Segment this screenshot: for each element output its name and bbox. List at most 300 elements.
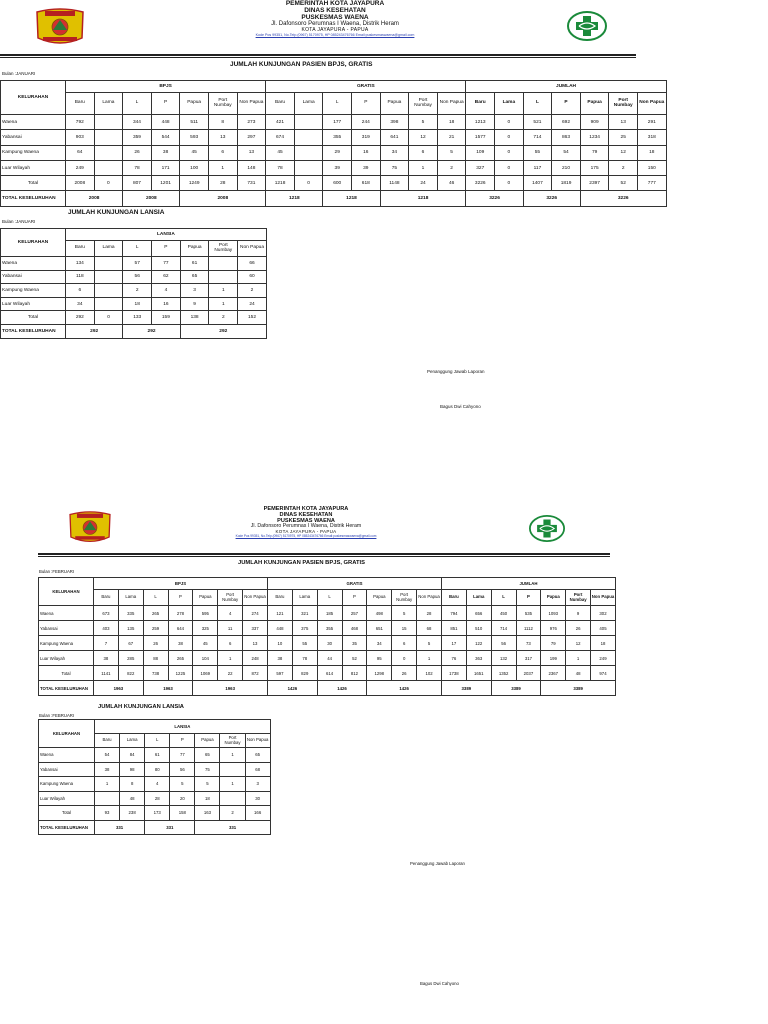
- bpjs-value: 297: [237, 130, 266, 145]
- jumlah-value: 363: [466, 651, 491, 666]
- bpjs-value: 593: [180, 130, 209, 145]
- lansia-value: [95, 791, 120, 806]
- jumlah-grand-total: 3226: [466, 191, 523, 206]
- jumlah-value: 13: [609, 115, 638, 130]
- lansia-value: 133: [123, 311, 152, 325]
- jumlah-header: JUMLAH: [441, 578, 615, 590]
- gratis-value: 6: [409, 145, 438, 160]
- gratis-value: 421: [266, 115, 295, 130]
- jumlah-value: 450: [491, 606, 516, 621]
- jumlah-value: 150: [638, 160, 667, 175]
- gratis-value: 35: [342, 636, 367, 651]
- lansia-value: 152: [238, 311, 267, 325]
- jumlah-value: 777: [638, 176, 667, 191]
- main-table: [0, 80, 667, 207]
- total-keseluruhan-label: TOTAL KESELURUHAN: [1, 324, 66, 338]
- lansia-header: LANSIA: [66, 229, 267, 241]
- bpjs-subheader: Baru: [66, 93, 95, 115]
- gratis-value: 16: [352, 145, 381, 160]
- jumlah-value: 25: [609, 130, 638, 145]
- lansia-value: 158: [170, 806, 195, 821]
- lansia-subheader: Port Numbay: [220, 734, 245, 748]
- lansia-value: 20: [170, 791, 195, 806]
- jumlah-value: 1: [566, 651, 591, 666]
- bpjs-value: 38: [168, 636, 193, 651]
- bpjs-value: 259: [143, 621, 168, 636]
- kota-jayapura-emblem: [68, 511, 112, 544]
- contact-link[interactable]: Kode Pos 99351, No.Telp.(0967) 5170975, HP 085243476766 Email:puskesmaswaena@gmail.com: [235, 534, 377, 539]
- lansia-grand-total: 331: [95, 820, 145, 835]
- header-row: [1, 229, 267, 241]
- gratis-value: 78: [292, 651, 317, 666]
- bpjs-value: 13: [243, 636, 268, 651]
- lansia-value: 65: [245, 748, 270, 763]
- jumlah-value: 327: [466, 160, 495, 175]
- gratis-value: 52: [342, 651, 367, 666]
- gratis-value: 1218: [266, 176, 295, 191]
- bpjs-subheader: L: [123, 93, 152, 115]
- bpjs-value: 285: [118, 651, 143, 666]
- lansia-value: 80: [145, 762, 170, 777]
- kota-jayapura-emblem: [35, 8, 85, 46]
- bpjs-subheader: Lama: [118, 590, 143, 606]
- gratis-value: 1: [409, 160, 438, 175]
- bpjs-subheader: P: [151, 93, 180, 115]
- jumlah-value: 2: [609, 160, 638, 175]
- bulan-label: Bulan :JANUARI: [2, 71, 36, 76]
- bpjs-value: 6: [218, 636, 243, 651]
- bpjs-value: 344: [123, 115, 152, 130]
- gratis-value: 674: [266, 130, 295, 145]
- gratis-subheader: Papua: [367, 590, 392, 606]
- bpjs-value: 1225: [168, 666, 193, 681]
- jumlah-value: 0: [495, 176, 524, 191]
- gratis-value: 600: [323, 176, 352, 191]
- bpjs-subheader: Non Papua: [237, 93, 266, 115]
- letterhead-divider-thin: [0, 57, 636, 58]
- gratis-value: 34: [380, 145, 409, 160]
- lansia-value: 34: [66, 297, 95, 311]
- bpjs-value: 28: [208, 176, 237, 191]
- lansia-value: 68: [245, 762, 270, 777]
- jumlah-value: 12: [566, 636, 591, 651]
- lansia-value: 65: [180, 270, 209, 284]
- lansia-value: 93: [95, 806, 120, 821]
- lansia-subheader: Baru: [95, 734, 120, 748]
- gratis-grand-total: 1426: [317, 681, 367, 696]
- gratis-value: 21: [437, 130, 466, 145]
- gratis-value: 28: [417, 606, 442, 621]
- bpjs-subheader: Port Numbay: [208, 93, 237, 115]
- jumlah-value: 210: [552, 160, 581, 175]
- bpjs-value: 335: [118, 606, 143, 621]
- table-row: [1, 176, 667, 191]
- jumlah-value: 18: [591, 636, 616, 651]
- bpjs-value: 6: [208, 145, 237, 160]
- lansia-subheader: Baru: [66, 241, 95, 257]
- lansia-value: 238: [120, 806, 145, 821]
- jumlah-value: 0: [495, 145, 524, 160]
- bpjs-grand-total: 2008: [123, 191, 180, 206]
- lansia-value: 3: [180, 284, 209, 298]
- gratis-value: 498: [367, 606, 392, 621]
- lansia-value: 2: [123, 284, 152, 298]
- jumlah-value: 52: [609, 176, 638, 191]
- lansia-subheader: P: [152, 241, 181, 257]
- bpjs-value: 67: [118, 636, 143, 651]
- jumlah-value: 318: [638, 130, 667, 145]
- bpjs-value: 7: [94, 636, 119, 651]
- bulan-label-lansia: Bulan :JANUARI: [2, 219, 36, 224]
- bpjs-value: 2008: [66, 176, 95, 191]
- jumlah-subheader: Port Numbay: [566, 590, 591, 606]
- bpjs-grand-total: 1963: [143, 681, 193, 696]
- jumlah-value: 1819: [552, 176, 581, 191]
- title-main: JUMLAH KUNJUNGAN PASIEN BPJS, GRATIS: [238, 560, 366, 566]
- lansia-value: 134: [66, 257, 95, 271]
- total-keseluruhan-label: TOTAL KESELURUHAN: [1, 191, 66, 206]
- lansia-value: 5: [170, 777, 195, 792]
- lansia-value: 4: [152, 284, 181, 298]
- gratis-value: 10: [268, 636, 293, 651]
- bpjs-value: 273: [237, 115, 266, 130]
- bpjs-value: 359: [123, 130, 152, 145]
- gratis-value: 618: [352, 176, 381, 191]
- gratis-value: 829: [292, 666, 317, 681]
- jumlah-value: 0: [495, 160, 524, 175]
- jumlah-value: 1407: [523, 176, 552, 191]
- bpjs-value: 100: [180, 160, 209, 175]
- bpjs-subheader: Non Papua: [243, 590, 268, 606]
- lansia-subheader: Papua: [195, 734, 220, 748]
- table-row: [39, 651, 616, 666]
- bpjs-value: 8: [208, 115, 237, 130]
- jumlah-header: JUMLAH: [466, 81, 666, 93]
- gratis-subheader: Baru: [266, 93, 295, 115]
- lansia-value: 6: [66, 284, 95, 298]
- kelurahan-cell: Kampung Waena: [1, 145, 66, 160]
- gratis-value: 121: [268, 606, 293, 621]
- jumlah-value: 794: [441, 606, 466, 621]
- lansia-value: 54: [95, 748, 120, 763]
- bpjs-value: 738: [143, 666, 168, 681]
- bpjs-value: 26: [123, 145, 152, 160]
- lansia-value: 4: [145, 777, 170, 792]
- gratis-value: 18: [437, 115, 466, 130]
- jumlah-grand-total: 3389: [441, 681, 491, 696]
- table-row: [1, 284, 267, 298]
- bpjs-value: 403: [94, 621, 119, 636]
- kelurahan-header: KELURAHAN: [39, 578, 94, 606]
- bpjs-value: 4: [218, 606, 243, 621]
- kelurahan-cell: Waena: [1, 257, 66, 271]
- gratis-header: GRATIS: [268, 578, 442, 590]
- lansia-grand-total: 292: [66, 324, 123, 338]
- jumlah-value: 1234: [580, 130, 609, 145]
- lansia-value: 3: [245, 777, 270, 792]
- gratis-subheader: L: [317, 590, 342, 606]
- table-row: [39, 777, 271, 792]
- gratis-value: 24: [409, 176, 438, 191]
- bpjs-value: 22: [218, 666, 243, 681]
- gratis-value: 1298: [367, 666, 392, 681]
- bpjs-value: 1: [208, 160, 237, 175]
- table-row: [1, 145, 667, 160]
- bpjs-value: 104: [193, 651, 218, 666]
- bpjs-value: 171: [151, 160, 180, 175]
- gratis-value: 78: [266, 160, 295, 175]
- header-row: [39, 578, 616, 590]
- table-row: [39, 606, 616, 621]
- contact-link[interactable]: Kode Pos 99351, No.Telp.(0967) 5170975, HP 085243476766 Email:puskesmaswaena@gmail.com: [255, 32, 415, 37]
- gratis-value: 614: [317, 666, 342, 681]
- bpjs-value: 872: [243, 666, 268, 681]
- kelurahan-cell: Kampung Waena: [39, 636, 94, 651]
- penanggung-label: Penanggung Jawab Laporan: [427, 369, 485, 374]
- gratis-value: 6: [392, 636, 417, 651]
- bpjs-value: [94, 130, 123, 145]
- jumlah-value: 510: [466, 621, 491, 636]
- jumlah-value: 291: [638, 115, 667, 130]
- lansia-value: [94, 257, 123, 271]
- bpjs-value: 148: [237, 160, 266, 175]
- title-main: JUMLAH KUNJUNGAN PASIEN BPJS, GRATIS: [230, 61, 373, 68]
- grand-total-row: [1, 191, 667, 206]
- jumlah-value: 1213: [466, 115, 495, 130]
- jumlah-grand-total: 3226: [580, 191, 666, 206]
- jumlah-value: 1651: [466, 666, 491, 681]
- lansia-value: 166: [245, 806, 270, 821]
- lansia-subheader: Non Papua: [238, 241, 267, 257]
- address: Jl. Dafonsoro Perumnas I Waena, Distrik Heram: [271, 21, 399, 28]
- lansia-value: 61: [145, 748, 170, 763]
- bpjs-value: 26: [143, 636, 168, 651]
- gratis-value: 375: [292, 621, 317, 636]
- bpjs-subheader: Port Numbay: [218, 590, 243, 606]
- jumlah-subheader: Baru: [466, 93, 495, 115]
- gratis-value: 355: [323, 130, 352, 145]
- bpjs-value: 448: [151, 115, 180, 130]
- lansia-value: 2: [209, 311, 238, 325]
- bpjs-value: 325: [193, 621, 218, 636]
- puskesmas-logo: [567, 11, 607, 41]
- table-row: [1, 130, 667, 145]
- jumlah-value: 117: [523, 160, 552, 175]
- lansia-value: 38: [95, 762, 120, 777]
- gratis-grand-total: 1426: [268, 681, 318, 696]
- gratis-value: 26: [392, 666, 417, 681]
- bpjs-value: 88: [143, 651, 168, 666]
- gratis-subheader: Non Papua: [417, 590, 442, 606]
- jumlah-subheader: P: [552, 93, 581, 115]
- bpjs-subheader: Papua: [193, 590, 218, 606]
- letterhead-divider-thin: [38, 556, 610, 557]
- lansia-value: 62: [152, 270, 181, 284]
- jumlah-value: 317: [516, 651, 541, 666]
- bpjs-value: 822: [118, 666, 143, 681]
- bpjs-grand-total: 2008: [66, 191, 123, 206]
- lansia-value: 2: [220, 806, 245, 821]
- penanggung-label: Penanggung Jawab Laporan: [410, 861, 465, 866]
- gratis-grand-total: 1218: [266, 191, 323, 206]
- jumlah-value: 132: [491, 651, 516, 666]
- agency-name: DINAS KESEHATAN: [304, 7, 366, 15]
- gratis-value: 95: [367, 651, 392, 666]
- bpjs-subheader: Papua: [180, 93, 209, 115]
- bpjs-value: 278: [168, 606, 193, 621]
- kelurahan-cell: Luar Wilayah: [1, 297, 66, 311]
- jumlah-subheader: L: [523, 93, 552, 115]
- gratis-value: 29: [323, 145, 352, 160]
- bpjs-value: 644: [168, 621, 193, 636]
- bpjs-value: 45: [180, 145, 209, 160]
- jumlah-value: 122: [466, 636, 491, 651]
- jumlah-value: 79: [541, 636, 566, 651]
- bpjs-value: 1: [218, 651, 243, 666]
- jumlah-subheader: Papua: [541, 590, 566, 606]
- gratis-value: 12: [409, 130, 438, 145]
- jumlah-subheader: Papua: [580, 93, 609, 115]
- jumlah-value: 1577: [466, 130, 495, 145]
- bulan-label-lansia: Bulan :FEBRUARI: [39, 713, 75, 718]
- header-row: [39, 720, 271, 734]
- jumlah-value: 974: [591, 666, 616, 681]
- bpjs-subheader: Baru: [94, 590, 119, 606]
- gratis-value: 1148: [380, 176, 409, 191]
- grand-total-row: [39, 820, 271, 835]
- jumlah-value: 1352: [491, 666, 516, 681]
- gratis-value: 5: [392, 606, 417, 621]
- lansia-value: 48: [120, 791, 145, 806]
- jumlah-value: 976: [541, 621, 566, 636]
- gratis-value: 0: [294, 176, 323, 191]
- kelurahan-cell: Yabansai: [39, 762, 95, 777]
- kelurahan-cell: Luar Wilayah: [39, 651, 94, 666]
- lansia-value: 163: [195, 806, 220, 821]
- lansia-table: [0, 228, 267, 339]
- bpjs-value: 274: [243, 606, 268, 621]
- gratis-value: 651: [367, 621, 392, 636]
- jumlah-value: 909: [580, 115, 609, 130]
- table-row: [39, 748, 271, 763]
- table-row: [1, 115, 667, 130]
- jumlah-value: 249: [591, 651, 616, 666]
- gratis-value: 102: [417, 666, 442, 681]
- jumlah-value: 1112: [516, 621, 541, 636]
- lansia-value: [94, 284, 123, 298]
- jumlah-value: 18: [638, 145, 667, 160]
- jumlah-value: 851: [441, 621, 466, 636]
- lansia-value: [220, 791, 245, 806]
- bpjs-value: 1069: [193, 666, 218, 681]
- lansia-value: 66: [238, 257, 267, 271]
- bpjs-value: 64: [66, 145, 95, 160]
- gratis-value: 75: [380, 160, 409, 175]
- bpjs-subheader: Lama: [94, 93, 123, 115]
- bpjs-value: 135: [118, 621, 143, 636]
- lansia-value: 1: [220, 748, 245, 763]
- jumlah-value: 109: [466, 145, 495, 160]
- lansia-value: 118: [66, 270, 95, 284]
- gratis-value: 68: [417, 621, 442, 636]
- jumlah-value: 12: [609, 145, 638, 160]
- bpjs-value: 792: [66, 115, 95, 130]
- bpjs-value: 595: [193, 606, 218, 621]
- jumlah-subheader: Lama: [495, 93, 524, 115]
- jumlah-grand-total: 3226: [523, 191, 580, 206]
- lansia-table: [38, 719, 271, 835]
- gov-name: PEMERINTAH KOTA JAYAPURA: [263, 506, 349, 512]
- gratis-value: [294, 130, 323, 145]
- jumlah-value: 863: [552, 130, 581, 145]
- kelurahan-cell: Waena: [1, 115, 66, 130]
- kelurahan-header: KELURAHAN: [39, 720, 95, 748]
- gratis-value: 1: [417, 651, 442, 666]
- kelurahan-cell: Kampung Waena: [1, 284, 66, 298]
- letterhead-divider: [38, 553, 610, 555]
- jumlah-grand-total: 3389: [491, 681, 541, 696]
- bpjs-header: BPJS: [66, 81, 266, 93]
- jumlah-value: 56: [491, 636, 516, 651]
- jumlah-value: 48: [566, 666, 591, 681]
- table-row: [1, 311, 267, 325]
- gratis-subheader: Lama: [292, 590, 317, 606]
- jumlah-value: 405: [591, 621, 616, 636]
- lansia-value: [94, 297, 123, 311]
- lansia-subheader: Lama: [120, 734, 145, 748]
- gratis-header: GRATIS: [266, 81, 466, 93]
- subheader-row: [39, 590, 616, 606]
- jumlah-value: 54: [552, 145, 581, 160]
- bpjs-value: 11: [218, 621, 243, 636]
- letterhead: [166, 506, 446, 539]
- kelurahan-cell: Yabansai: [39, 621, 94, 636]
- lansia-grand-total: 292: [123, 324, 180, 338]
- gratis-value: 448: [268, 621, 293, 636]
- gratis-subheader: Port Numbay: [409, 93, 438, 115]
- lansia-value: 159: [152, 311, 181, 325]
- lansia-value: 0: [94, 311, 123, 325]
- jumlah-value: 199: [541, 651, 566, 666]
- bpjs-value: 673: [94, 606, 119, 621]
- puskesmas-logo: [529, 515, 565, 542]
- lansia-value: 84: [120, 748, 145, 763]
- jumlah-subheader: L: [491, 590, 516, 606]
- lansia-subheader: Port Numbay: [209, 241, 238, 257]
- bpjs-grand-total: 1963: [193, 681, 268, 696]
- lansia-value: 98: [120, 762, 145, 777]
- lansia-subheader: Papua: [180, 241, 209, 257]
- table-row: [39, 762, 271, 777]
- letterhead-divider: [0, 54, 636, 56]
- bpjs-value: 45: [193, 636, 218, 651]
- bpjs-value: 337: [243, 621, 268, 636]
- lansia-value: 65: [195, 748, 220, 763]
- kelurahan-cell: Kampung Waena: [39, 777, 95, 792]
- gratis-value: 597: [268, 666, 293, 681]
- lansia-value: 24: [238, 297, 267, 311]
- gratis-value: 0: [392, 651, 417, 666]
- table-row: [39, 791, 271, 806]
- jumlah-subheader: Lama: [466, 590, 491, 606]
- gratis-value: 15: [392, 621, 417, 636]
- main-table: [38, 577, 616, 696]
- jumlah-value: 17: [441, 636, 466, 651]
- lansia-value: 61: [180, 257, 209, 271]
- bpjs-value: 38: [94, 651, 119, 666]
- bpjs-value: [94, 115, 123, 130]
- table-row: [39, 621, 616, 636]
